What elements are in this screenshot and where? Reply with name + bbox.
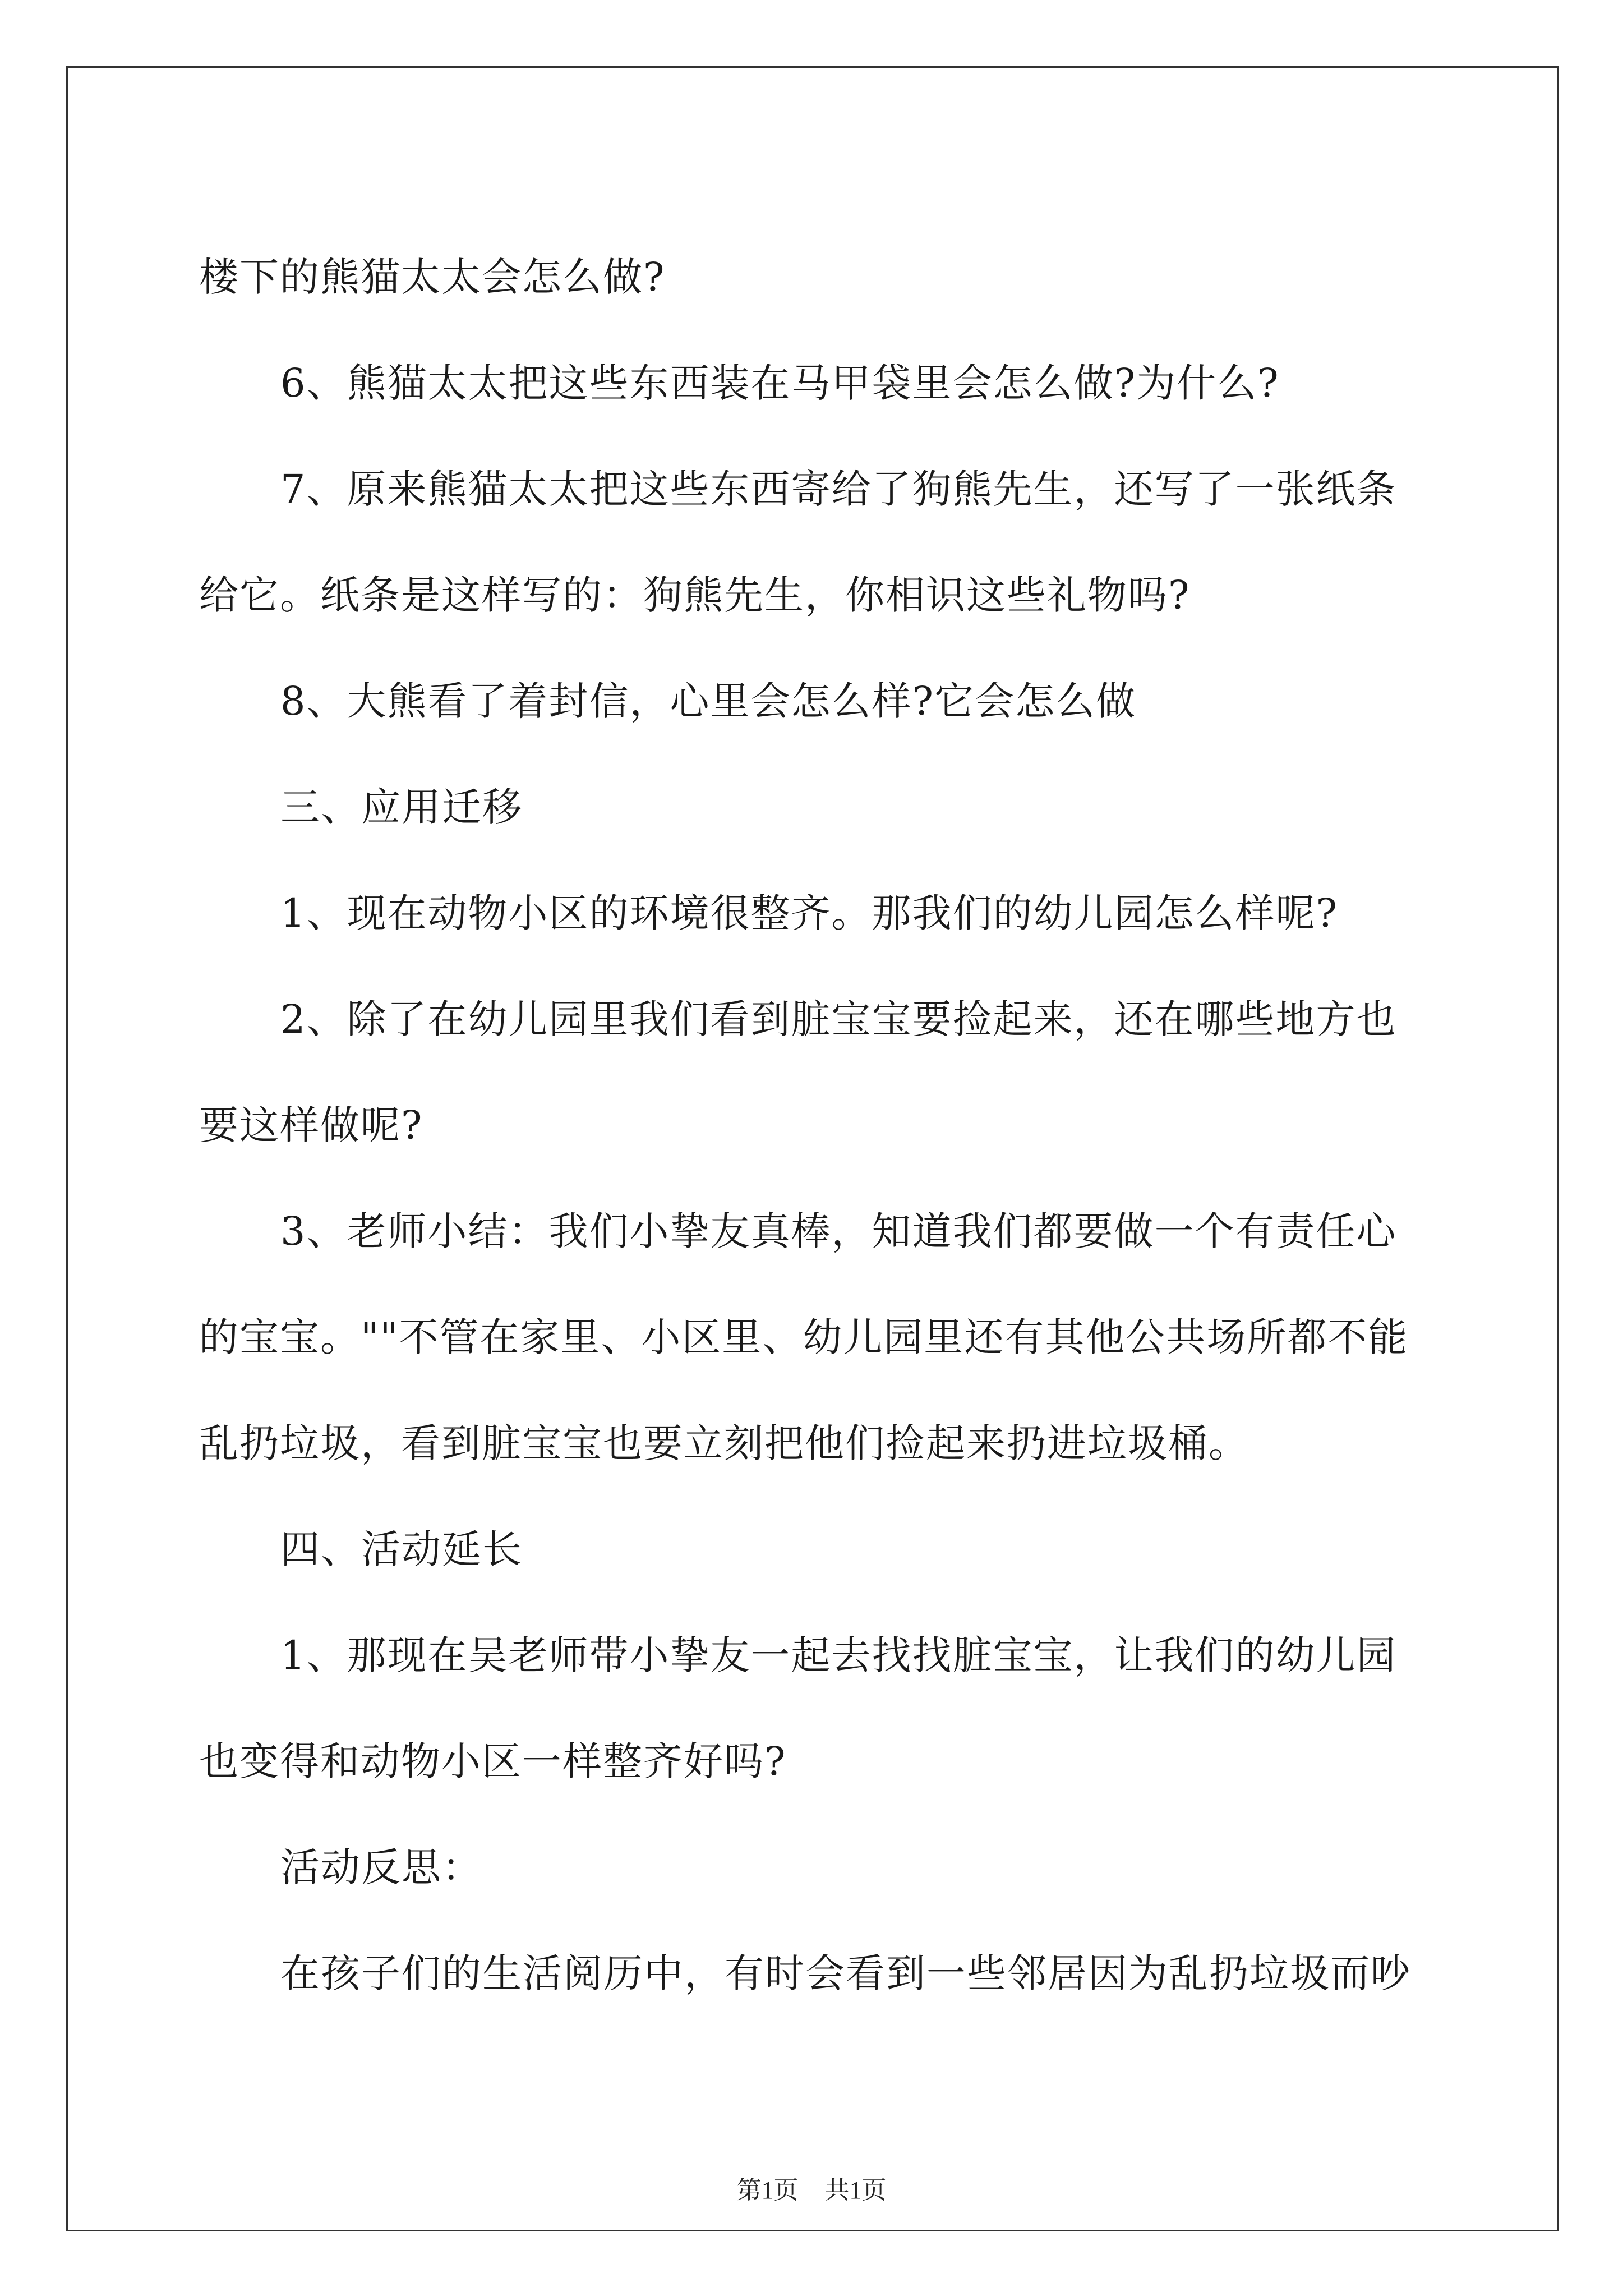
paragraph: 楼下的熊猫太太会怎么做? xyxy=(199,254,666,300)
paragraph: 1、现在动物小区的环境很整齐。那我们的幼儿园怎么样呢? xyxy=(280,890,1339,936)
document-body xyxy=(199,224,1433,2027)
paragraph: 2、除了在幼儿园里我们看到脏宝宝要捡起来，还在哪些地方也要这样做呢? xyxy=(199,996,1397,1148)
section-heading: 四、活动延长 xyxy=(280,1526,523,1572)
paragraph: 1、那现在吴老师带小挚友一起去找找脏宝宝，让我们的幼儿园也变得和动物小区一样整齐好吗? xyxy=(199,1632,1397,1784)
paragraph: 7、原来熊猫太太把这些东西寄给了狗熊先生，还写了一张纸条给它。纸条是这样写的：狗熊先生，你相识这些礼物吗? xyxy=(199,466,1397,618)
paragraph: 8、大熊看了着封信，心里会怎么样?它会怎么做 xyxy=(280,678,1137,724)
paragraph: 3、老师小结：我们小挚友真棒，知道我们都要做一个有责任心的宝宝。""不管在家里、小区里、幼儿园里还有其他公共场所都不能乱扔垃圾，看到脏宝宝也要立刻把他们捡起来扔进垃圾桶。 xyxy=(199,1208,1409,1466)
page-footer xyxy=(0,2170,1623,2206)
paragraph: 6、熊猫太太把这些东西装在马甲袋里会怎么做?为什么? xyxy=(280,360,1280,406)
page-number: 第1页 xyxy=(736,2177,799,2204)
paragraph: 在孩子们的生活阅历中，有时会看到一些邻居因为乱扔垃圾而吵 xyxy=(280,1950,1411,1996)
section-heading: 活动反思： xyxy=(280,1844,482,1890)
section-heading: 三、应用迁移 xyxy=(280,784,523,830)
page-total: 共1页 xyxy=(824,2177,887,2204)
